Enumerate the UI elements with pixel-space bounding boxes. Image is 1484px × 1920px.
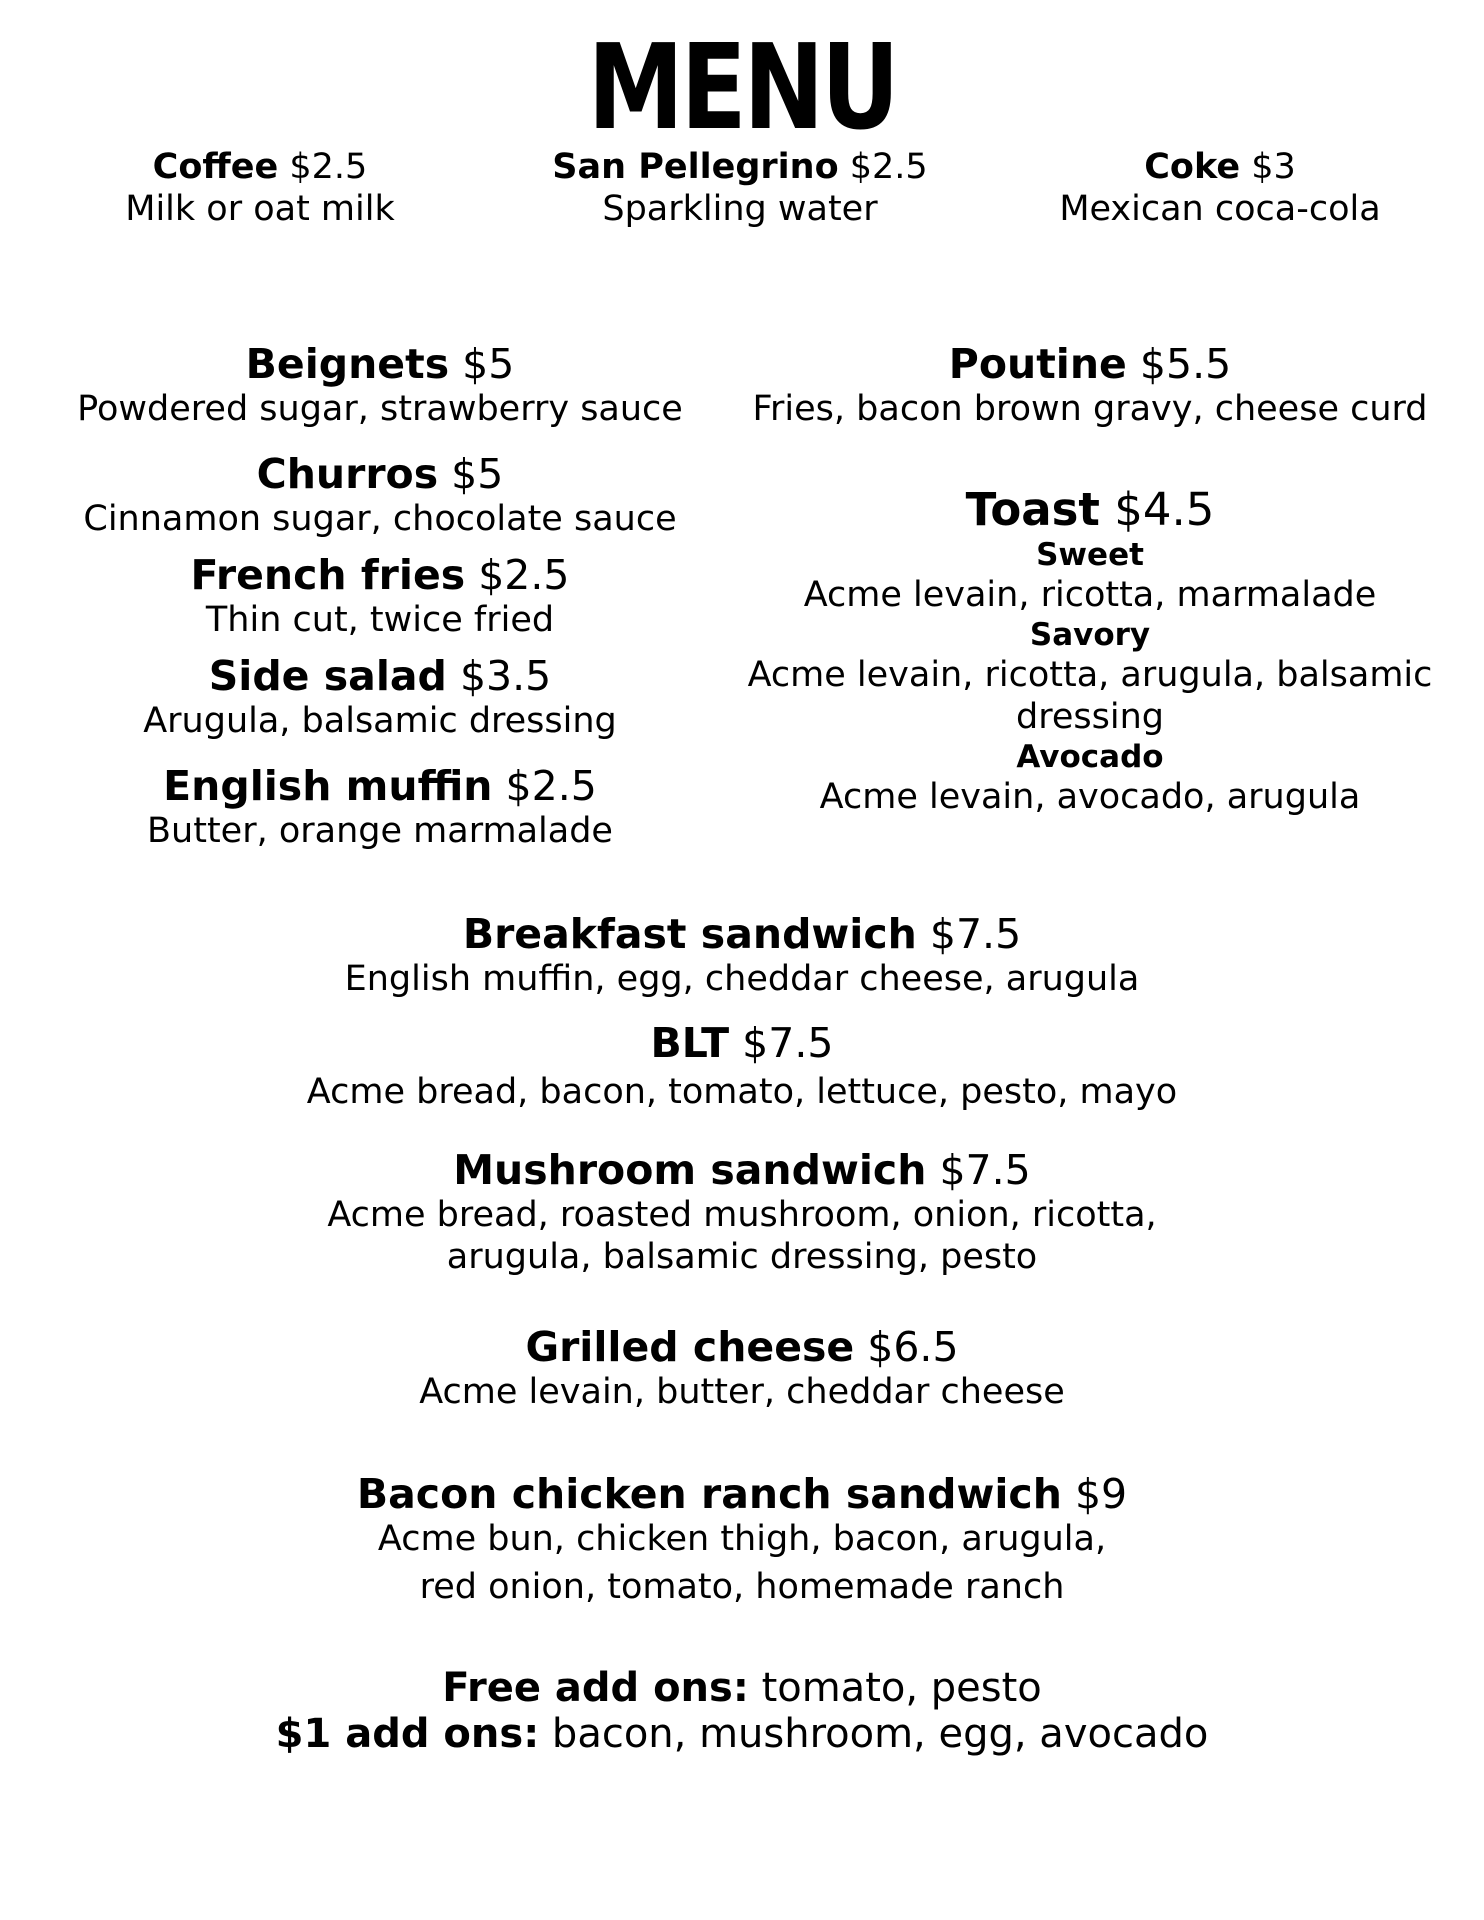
item-price: $2.5: [849, 147, 928, 187]
drink-item-coke: [1020, 146, 1420, 230]
item-price: $7.5: [742, 1019, 834, 1067]
drink-item-san-pellegrino: [520, 146, 960, 230]
item-name: San Pellegrino: [552, 147, 839, 187]
item-description: Mexican coca-cola: [1059, 189, 1381, 229]
item-description-line2: red onion, tomato, homemade ranch: [419, 1567, 1065, 1607]
item-description: Acme bread, roasted mushroom, onion, ricotta,: [327, 1195, 1157, 1235]
item-description: Acme bread, bacon, tomato, lettuce, pesto, mayo: [306, 1072, 1178, 1112]
addon-items: bacon, mushroom, egg, avocado: [551, 1711, 1209, 1757]
item-name: Churros: [256, 450, 439, 498]
addon-label: Free add ons:: [442, 1665, 749, 1711]
item-name: Beignets: [245, 340, 450, 388]
menu-item-grilled-cheese: [0, 1323, 1484, 1413]
item-name: Toast: [965, 483, 1100, 536]
item-price: $6.5: [867, 1323, 959, 1371]
item-description: Acme bun, chicken thigh, bacon, arugula,: [377, 1519, 1107, 1559]
toast-option-avocado-label: Avocado: [1016, 739, 1164, 775]
item-description: Milk or oat milk: [125, 189, 395, 229]
menu-item-english-muffin: [40, 762, 720, 852]
item-description: Acme levain, butter, cheddar cheese: [419, 1372, 1065, 1412]
addon-line-free: [0, 1665, 1484, 1711]
item-price: $2.5: [478, 551, 570, 599]
menu-item-poutine: [740, 340, 1440, 430]
addon-items: tomato, pesto: [761, 1665, 1042, 1711]
toast-option-savory-description-line2: dressing: [1016, 697, 1164, 737]
item-name: Poutine: [948, 340, 1127, 388]
item-price: $2.5: [289, 147, 368, 187]
menu-title: MENU: [587, 18, 897, 156]
item-name: Coke: [1144, 147, 1241, 187]
item-price: $3: [1251, 147, 1296, 187]
item-description: Thin cut, twice fried: [205, 600, 555, 640]
item-name: Grilled cheese: [525, 1323, 855, 1371]
item-price: $2.5: [505, 762, 597, 810]
item-price: $7.5: [939, 1146, 1031, 1194]
item-name: Coffee: [152, 147, 279, 187]
item-name: Mushroom sandwich: [453, 1146, 927, 1194]
menu-item-blt: [0, 1019, 1484, 1113]
item-name: English muffin: [163, 762, 493, 810]
menu-item-beignets: [40, 340, 720, 430]
item-price: $5: [462, 340, 515, 388]
toast-option-sweet-label: Sweet: [1036, 537, 1144, 573]
item-description: Fries, bacon brown gravy, cheese curd: [752, 389, 1428, 429]
item-name: BLT: [650, 1019, 730, 1067]
toast-option-avocado-description: Acme levain, avocado, arugula: [819, 777, 1361, 817]
menu-item-churros: [40, 450, 720, 540]
item-price: $9: [1074, 1470, 1128, 1518]
item-description-line2: arugula, balsamic dressing, pesto: [446, 1237, 1038, 1277]
menu-item-mushroom-sandwich: [0, 1146, 1484, 1278]
item-description: Butter, orange marmalade: [147, 811, 613, 851]
item-name: Side salad: [208, 652, 447, 700]
menu-item-french-fries: [40, 551, 720, 641]
menu-item-bacon-chicken-ranch-sandwich: [0, 1470, 1484, 1608]
toast-option-savory-description: Acme levain, ricotta, arugula, balsamic: [747, 655, 1433, 695]
toast-option-savory-label: Savory: [1029, 617, 1151, 653]
item-price: $5.5: [1139, 340, 1232, 388]
item-price: $4.5: [1114, 483, 1215, 536]
item-name: Bacon chicken ranch sandwich: [356, 1470, 1062, 1518]
addon-label: $1 add ons:: [275, 1711, 540, 1757]
item-description: Powdered sugar, strawberry sauce: [77, 389, 683, 429]
item-description: English muffin, egg, cheddar cheese, arugula: [344, 959, 1140, 999]
item-price: $7.5: [929, 910, 1022, 958]
item-name: French fries: [190, 551, 466, 599]
item-price: $3.5: [459, 652, 552, 700]
menu-item-side-salad: [40, 652, 720, 742]
item-description: Cinnamon sugar, chocolate sauce: [83, 499, 677, 539]
menu-item-breakfast-sandwich: [0, 910, 1484, 1000]
item-description: Sparkling water: [602, 189, 878, 229]
item-description: Arugula, balsamic dressing: [143, 701, 617, 741]
addon-line-paid: [0, 1711, 1484, 1757]
toast-option-sweet-description: Acme levain, ricotta, marmalade: [803, 575, 1377, 615]
drink-item-coffee: [60, 146, 460, 230]
item-price: $5: [451, 450, 504, 498]
item-name: Breakfast sandwich: [462, 910, 917, 958]
menu-item-toast: [740, 484, 1440, 818]
